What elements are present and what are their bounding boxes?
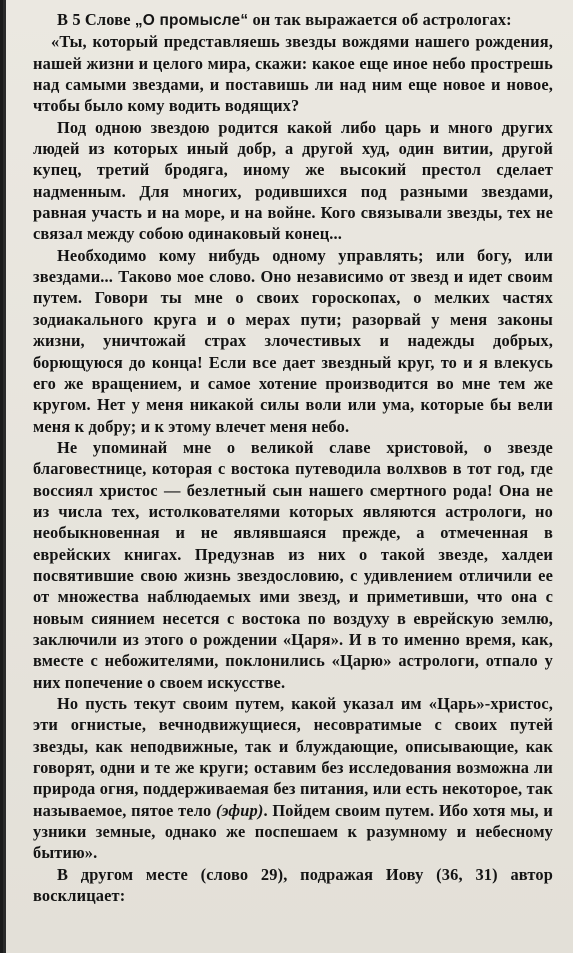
paragraph-quote-start: «Ты, который представляешь звезды вождями нашего рождения, нашей жизни и целого мира, скажи: какое еще иное небо прострешь над самыми звездами, и поставишь ли над ним еще новое и новое, чтобы было кому водить водящих?	[33, 32, 553, 116]
fiery-stars-before: Но пусть текут своим путем, какой указал им «Царь»-христос, эти огнистые, вечнодвижущиеся, несовратимые с своих путей звезды, как неподвижные, так и блуждающие, описывающие, как говорят, одни и те же круги; оставим без исследования возможна ли природа огня, поддерживаемая без питания, или есть некоторое, так называемое, пятое тело	[33, 694, 553, 820]
paragraph-one-ruler: Необходимо кому нибудь одному управлять; или богу, или звездами... Таково мое слово. Оно независимо от звезд и идет своим путем. Говори ты мне о своих гороскопах, о мелких частях зодиакального круга и о мерах пути; разорвай у меня законы жизни, уничтожай страх злочестивых и надежды добрых, борющуюся до конца! Если все дает звездный круг, то и я влекусь его же вращением, и самое хотение производится во мне тем же кругом. Нет у меня никакой силы воли или ума, которые бы вели меня к добру; и к этому влечет меня небо.	[33, 245, 553, 436]
paragraph-star-of-bethlehem: Не упоминай мне о великой славе христовой, о звезде благовестнице, которая с востока путеводила волхвов в тот год, где воссиял христос — безлетный сын нашего смертного рода! Она не из числа тех, истолкователями которых являются астрологи, но необыкновенная и не являвшаяся прежде, а отмеченная в еврейских книгах. Предузнав из них о такой звезде, халдеи посвятившие свою жизнь звездословию, с удивлением отличили ее от множества наблюдаемых ими звезд, и приметивши, что она с новым сиянием несется с востока по воздуху в еврейскую землю, заключили из этого о рождении «Царя». И в то именно время, как, вместе с небожителями, поклонились «Царю» астрологи, отпало у них попечение о своем искусстве.	[33, 437, 553, 692]
sermon-title: „О промысле“	[134, 12, 249, 29]
paragraph-stars-fate: Под одною звездою родится какой либо царь и много других людей из которых иный добр, а другой худ, один витии, другой купец, третий бродяга, иному же высокий престол сделает надменным. Для многих, родившихся под разными звездами, равная участь и на море, и на войне. Кого связывали звезды, тех не связал между собою одинаковый конец...	[33, 117, 553, 244]
paragraph-another-place: В другом месте (слово 29), подражая Иову (36, 31) автор восклицает:	[33, 864, 553, 906]
intro-before: В 5 Слове	[57, 10, 135, 29]
paragraph-fiery-stars	[33, 693, 553, 864]
paragraph-intro	[33, 9, 553, 31]
fiery-stars-after: . Пойдем своим путем. Ибо хотя мы, и узники земные, однако же поспешаем к разумному и небесному бытию».	[33, 800, 553, 863]
page-text	[33, 9, 553, 906]
intro-after: он так выражается об астрологах:	[248, 10, 512, 29]
aether-term: (эфир)	[216, 800, 264, 820]
